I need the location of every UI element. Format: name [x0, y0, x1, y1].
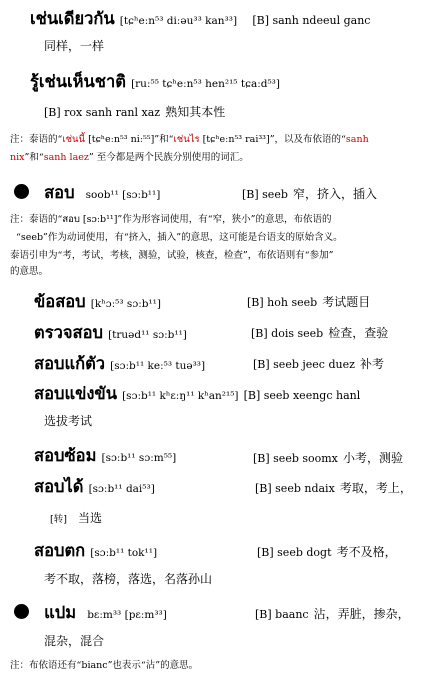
- buyi-form: [B] seeb jeec duez: [253, 358, 355, 371]
- thai-headword: สอบซ้อม: [34, 446, 97, 465]
- chinese-gloss: 混杂，混合: [44, 634, 105, 648]
- thai-headword: สอบแข่งขัน: [34, 384, 117, 403]
- entry-line: [44, 101, 225, 120]
- ipa: [sɔːb¹¹ dai⁵³]: [88, 483, 155, 495]
- entry-line: [255, 603, 410, 622]
- transferred-tag: [转]: [50, 514, 67, 525]
- note-text: [tɕʰeːn⁵³ rai³³]”，以及布依语的“: [199, 134, 346, 145]
- chinese-gloss: 选拔考试: [44, 414, 93, 428]
- bullet-icon: [14, 604, 29, 619]
- chinese-gloss: 考取，考上，: [339, 481, 412, 495]
- ipa: [ruː⁵⁵ tɕʰeːn⁵³ hen²¹⁵ tɕaːd⁵³]: [131, 78, 280, 90]
- buyi-form: [B] rox sanh ranl xaz: [44, 106, 161, 119]
- thai-headword: สอบ: [44, 183, 75, 202]
- sub-entry: [34, 351, 205, 377]
- ipa: [truəd¹¹ sɔːb¹¹]: [108, 329, 187, 341]
- buyi-word: sanh laez: [43, 152, 89, 163]
- ipa: bɛːm³³ [pɛːm³³]: [87, 609, 167, 621]
- ipa: soob¹¹ [sɔːb¹¹]: [85, 189, 161, 201]
- note-text: ”和“: [24, 152, 44, 163]
- thai-headword: สอบได้: [34, 477, 84, 496]
- ipa: [sɔːb¹¹ tok¹¹]: [90, 547, 158, 559]
- sub-entry: [253, 353, 384, 372]
- sub-entry: [255, 477, 412, 496]
- note: 注：布依语还有“bianc”也表示“沾”的意思。: [10, 660, 199, 671]
- buyi-word: sanh: [345, 134, 369, 145]
- sub-entry: [34, 289, 161, 315]
- ipa: [tɕʰeːn⁵³ diːəu³³ kan³³]: [119, 15, 238, 27]
- note-text: [tɕʰeːn⁵³ niː⁵⁵]”和“: [85, 134, 174, 145]
- buyi-form: [B] seeb xeengc hanl: [243, 389, 361, 402]
- thai-headword: สอบแก้ตัว: [34, 354, 106, 373]
- chinese-gloss: 考不及格，: [336, 545, 397, 559]
- buyi-form: [B] seeb dogt: [257, 546, 332, 559]
- chinese-gloss: 补考: [359, 357, 384, 371]
- buyi-word: nix: [10, 152, 25, 163]
- note: 的意思。: [10, 266, 49, 277]
- buyi-form: [B] seeb soomx: [253, 452, 338, 465]
- sub-entry: [34, 320, 187, 346]
- thai-headword: สอบตก: [34, 541, 86, 560]
- ipa: [sɔːb¹¹ kʰɛːŋ¹¹ kʰan²¹⁵]: [122, 390, 239, 402]
- ipa: [sɔːb¹¹ keː⁵³ tuə³³]: [110, 360, 206, 372]
- chinese-gloss: 考试题目: [322, 295, 371, 309]
- entry-line: [242, 183, 377, 202]
- buyi-form: [B] dois seeb: [251, 327, 324, 340]
- note-text: 注：泰语的“: [10, 134, 63, 145]
- thai-headword: เช่นเดียวกัน: [30, 9, 115, 28]
- chinese-gloss: 考不取，落榜，落选，名落孙山: [44, 572, 213, 586]
- entry-line: [14, 600, 167, 626]
- sub-entry: [34, 474, 155, 500]
- buyi-form: [B] seeb ndaix: [255, 482, 335, 495]
- chinese-gloss: 检查，查验: [328, 326, 389, 340]
- ipa: [kʰɔː⁵³ sɔːb¹¹]: [90, 298, 161, 310]
- note: “seeb”作为动词使用，有“挤入，插入”的意思，这可能是台语支的原始含义。: [16, 232, 343, 243]
- sub-entry: [34, 443, 176, 469]
- chinese-gloss: 沾，弄脏，掺杂，: [313, 607, 410, 621]
- sub-entry: [34, 381, 360, 407]
- thai-headword: รู้เช่นเห็นชาติ: [30, 72, 126, 91]
- ipa: [sɔːb¹¹ sɔːm⁵⁵]: [101, 452, 177, 464]
- chinese-gloss: 同样，一样: [44, 39, 105, 53]
- sub-entry: [34, 538, 157, 564]
- buyi-form: [B] hoh seeb: [247, 296, 318, 309]
- chinese-gloss: 窄，挤入，插入: [292, 187, 377, 201]
- note: [10, 149, 249, 166]
- bullet-icon: [14, 184, 29, 199]
- buyi-form: [B] sanh ndeeul ganc: [252, 14, 371, 27]
- sub-entry: [251, 322, 388, 341]
- entry-line: [30, 6, 370, 32]
- sub-entry: [253, 447, 403, 466]
- entry-line: [14, 180, 160, 206]
- chinese-gloss: [50, 507, 102, 526]
- sub-entry: [257, 541, 397, 560]
- chinese-gloss: 当选: [78, 511, 103, 525]
- note: 泰语引申为“考，考试，考核，测验，试验，核查，检查”，布依语则有“参加”: [10, 250, 334, 261]
- sub-entry: [247, 291, 370, 310]
- note: [10, 131, 369, 148]
- entry-line: [30, 69, 280, 95]
- thai-word: เช่นไร: [173, 134, 200, 145]
- note-text: ” 至今都是两个民族分别使用的词汇。: [88, 152, 249, 163]
- note: 注：泰语的“สอบ [sɔːb¹¹]”作为形容词使用，有“窄，狭小”的意思，布依语的: [10, 214, 332, 225]
- thai-headword: แปม: [44, 603, 77, 622]
- thai-headword: ข้อสอบ: [34, 292, 86, 311]
- thai-headword: ตรวจสอบ: [34, 323, 103, 342]
- thai-word: เช่นนี้: [62, 134, 86, 145]
- chinese-gloss: 小考，测验: [342, 451, 403, 465]
- chinese-gloss: 熟知其本性: [165, 105, 226, 119]
- buyi-form: [B] seeb: [242, 188, 288, 201]
- buyi-form: [B] baanc: [255, 608, 309, 621]
